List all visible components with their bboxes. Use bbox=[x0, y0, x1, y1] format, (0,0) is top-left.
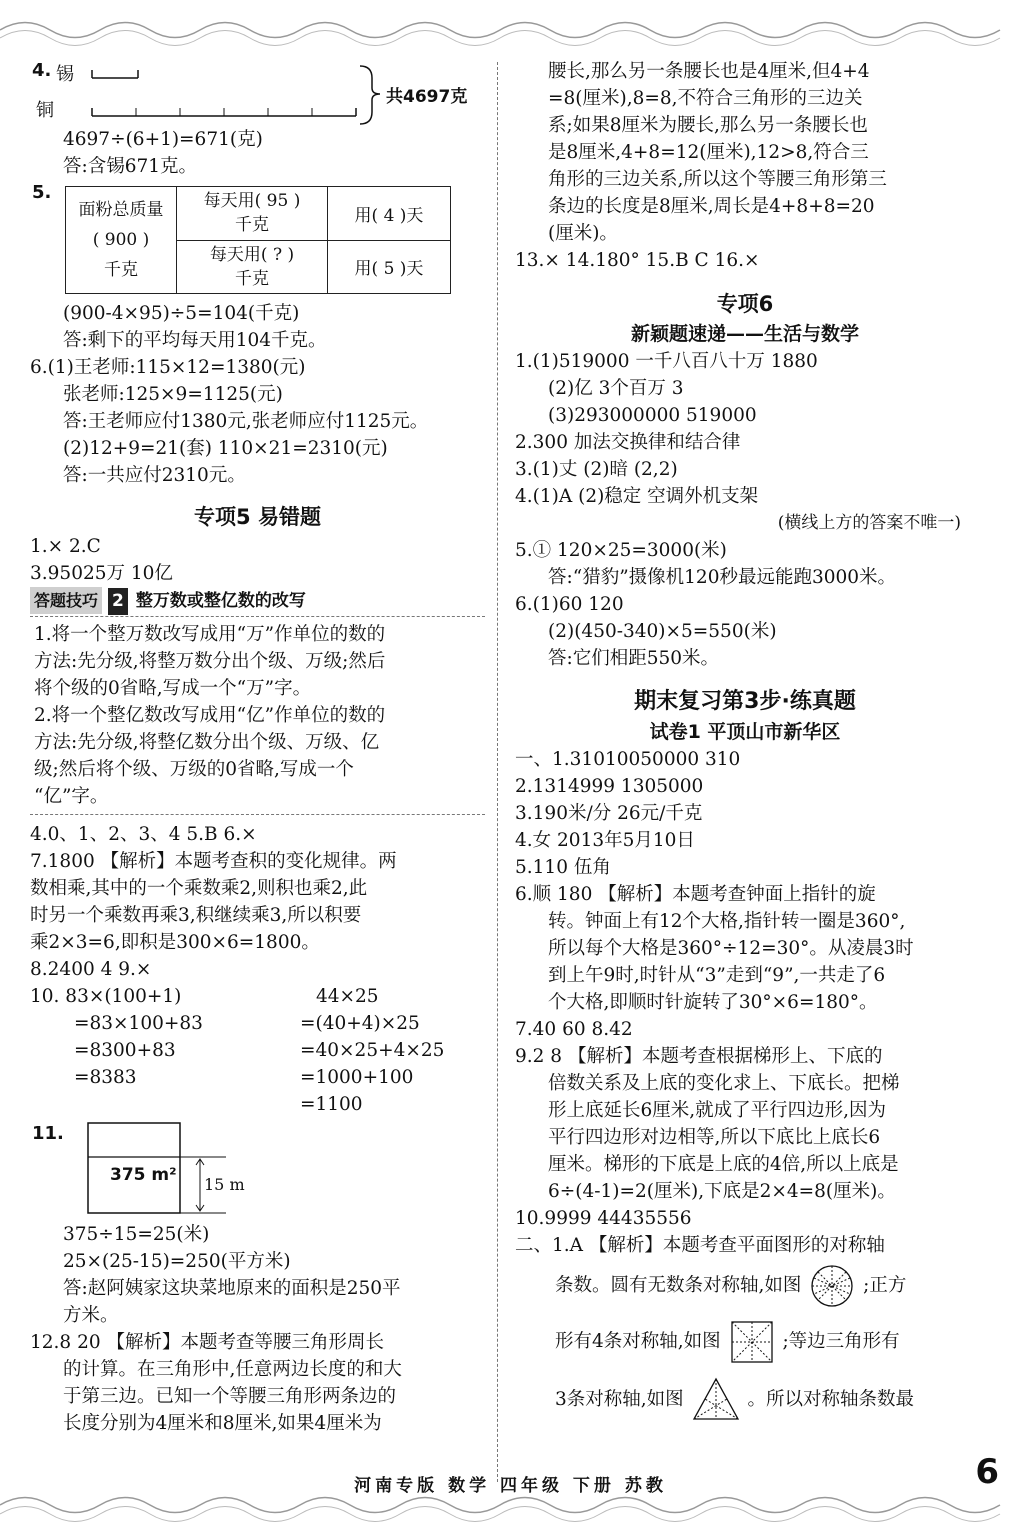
exam-line: 3.190米/分 26元/千克 bbox=[515, 803, 703, 824]
q12-cont-line: (厘米)。 bbox=[548, 223, 618, 244]
exam-line: 4.女 2013年5月10日 bbox=[515, 830, 695, 851]
q11-number: 11. bbox=[32, 1123, 64, 1144]
tip-line: 1.将一个整万数改写成用“万”作单位的数的 bbox=[34, 624, 386, 645]
answer-line: 乘2×3=6,即积是300×6=1800。 bbox=[30, 932, 320, 953]
sym-row-circle bbox=[515, 1259, 975, 1313]
q12-cont-line: =8(厘米),8=8,不符合三角形的三边关 bbox=[548, 88, 863, 109]
q10-right-line: =1000+100 bbox=[300, 1067, 414, 1088]
exam-line: 一、1.31010050000 310 bbox=[515, 749, 741, 770]
sym-row-square bbox=[515, 1313, 975, 1371]
q6-line: (2)12+9=21(套) 110×21=2310(元) bbox=[63, 438, 388, 459]
exam-line: 5.110 伍角 bbox=[515, 857, 611, 878]
tip-line: “亿”字。 bbox=[34, 786, 109, 807]
q5-total-value: ( 900 ) bbox=[92, 230, 150, 250]
s6-line: (3)293000000 519000 bbox=[548, 405, 757, 426]
answer-line: 7.1800 【解析】本题考查积的变化规律。两 bbox=[30, 851, 397, 872]
q11-line: 375÷15=25(米) bbox=[63, 1224, 210, 1245]
q11-side-label: 15 m bbox=[204, 1175, 245, 1194]
q6-line: 张老师:125×9=1125(元) bbox=[63, 384, 283, 405]
q12-cont-line: 角形的三边关系,所以这个等腰三角形第三 bbox=[548, 169, 887, 190]
q12-cont-line: 腰长,那么另一条腰长也是4厘米,但4+4 bbox=[548, 61, 870, 82]
circle-symmetry-icon bbox=[807, 1261, 857, 1311]
exam-line: 7.40 60 8.42 bbox=[515, 1019, 633, 1040]
tip-title: 整万数或整亿数的改写 bbox=[135, 591, 306, 611]
exam-line: 二、1.A 【解析】本题考查平面图形的对称轴 bbox=[515, 1235, 885, 1256]
exam-line: 厘米。梯形的下底是上底的4倍,所以上底是 bbox=[548, 1154, 899, 1175]
exam-line: 转。钟面上有12个大格,指针转一圈是360°, bbox=[548, 911, 906, 932]
q5-total-unit: 千克 bbox=[104, 260, 138, 280]
s6-line: 5.① 120×25=3000(米) bbox=[515, 540, 727, 561]
sym-text: 条数。圆有无数条对称轴,如图 bbox=[555, 1275, 802, 1296]
tip-number: 2 bbox=[108, 588, 128, 615]
q5-block bbox=[30, 180, 485, 300]
s6-line: 答:它们相距550米。 bbox=[548, 648, 720, 669]
section6-title: 专项6 bbox=[716, 292, 774, 316]
q12-line: 12.8 20 【解析】本题考查等腰三角形周长 bbox=[30, 1332, 384, 1353]
s6-line: 1.(1)519000 一千八百八十万 1880 bbox=[515, 351, 818, 372]
exam-line: 6÷(4-1)=2(厘米),下底是2×4=8(厘米)。 bbox=[548, 1181, 896, 1202]
q4-copper-label: 铜 bbox=[36, 100, 54, 121]
q10-left-line: =8300+83 bbox=[74, 1040, 176, 1061]
section6-subtitle: 新颖题速递——生活与数学 bbox=[630, 323, 859, 345]
q10-left-line: =8383 bbox=[74, 1067, 137, 1088]
q12-cont-line: 系;如果8厘米为腰长,那么另一条腰长也 bbox=[548, 115, 868, 136]
q4-tin-label: 锡 bbox=[56, 64, 74, 85]
s6-line: 2.300 加法交换律和结合律 bbox=[515, 432, 741, 453]
q10-right-line: =(40+4)×25 bbox=[300, 1013, 420, 1034]
exam-line: 形上底延长6厘米,就成了平行四边形,因为 bbox=[548, 1100, 887, 1121]
s5-line: 1.× 2.C bbox=[30, 536, 101, 557]
tip-line: 方法:先分级,将整万数分出个级、万级;然后 bbox=[34, 651, 386, 672]
s6-line: 4.(1)A (2)稳定 空调外机支架 bbox=[515, 486, 759, 507]
q12-cont-line: 是8厘米,4+8=12(厘米),12>8,符合三 bbox=[548, 142, 869, 163]
bottom-wave-border bbox=[0, 1490, 1021, 1530]
q5-days2-cell: 用( 5 )天 bbox=[328, 240, 451, 294]
sym-text: ;等边三角形有 bbox=[782, 1331, 900, 1352]
q11-line: 方米。 bbox=[63, 1305, 119, 1326]
s5-line: 3.95025万 10亿 bbox=[30, 563, 173, 584]
page-number: 6 bbox=[975, 1452, 999, 1492]
q4-calc: 4697÷(6+1)=671(克) bbox=[63, 129, 263, 150]
q5-answer: 答:剩下的平均每天用104千克。 bbox=[63, 330, 327, 351]
q12-cont-line: 条边的长度是8厘米,周长是4+8+8=20 bbox=[548, 196, 875, 217]
exam-line: 平行四边形对边相等,所以下底比上底长6 bbox=[548, 1127, 881, 1148]
column-divider bbox=[497, 62, 498, 1482]
square-symmetry-icon bbox=[727, 1317, 777, 1367]
q6-line: 6.(1)王老师:115×12=1380(元) bbox=[30, 357, 306, 378]
exam-line: 2.1314999 1305000 bbox=[515, 776, 704, 797]
sym-text: 形有4条对称轴,如图 bbox=[555, 1331, 721, 1352]
q12-line: 长度分别为4厘米和8厘米,如果4厘米为 bbox=[63, 1413, 382, 1434]
answer-line: 13.× 14.180° 15.B C 16.× bbox=[515, 250, 760, 271]
q10-left-line: =83×100+83 bbox=[74, 1013, 203, 1034]
tip-line: 2.将一个整亿数改写成用“亿”作单位的数的 bbox=[34, 705, 386, 726]
q4-total: 共4697克 bbox=[386, 87, 468, 107]
sym-text: 。所以对称轴条数最 bbox=[747, 1389, 914, 1410]
right-column bbox=[515, 58, 975, 1429]
q5-daily1-unit: 千克 bbox=[235, 215, 269, 236]
q10-block bbox=[30, 983, 485, 1121]
tip-header bbox=[30, 587, 485, 614]
exam-line: 10.9999 44435556 bbox=[515, 1208, 692, 1229]
q10-right-line: =1100 bbox=[300, 1094, 363, 1115]
q10-right-line: =40×25+4×25 bbox=[300, 1040, 445, 1061]
q4-diagram bbox=[30, 58, 485, 126]
s6-line: (2)(450-340)×5=550(米) bbox=[548, 621, 777, 642]
q5-daily2-value: 每天用( ? ) bbox=[209, 244, 295, 265]
tip-badge: 答题技巧 bbox=[30, 587, 102, 614]
q5-calc: (900-4×95)÷5=104(千克) bbox=[63, 303, 300, 324]
q4-answer: 答:含锡671克。 bbox=[63, 156, 198, 177]
q5-table bbox=[65, 186, 451, 294]
q5-daily1-value: 每天用( 95 ) bbox=[203, 191, 301, 212]
q6-line: 答:王老师应付1380元,张老师应付1125元。 bbox=[63, 411, 429, 432]
tip-line: 将个级的0省略,写成一个“万”字。 bbox=[34, 678, 312, 699]
triangle-symmetry-icon bbox=[690, 1375, 742, 1425]
sym-text: 3条对称轴,如图 bbox=[555, 1389, 684, 1410]
exam-line: 到上午9时,时针从“3”走到“9”,一共走了6 bbox=[548, 965, 886, 986]
exam-line: 9.2 8 【解析】本题考查根据梯形上、下底的 bbox=[515, 1046, 883, 1067]
tip-line: 级;然后将个级、万级的0省略,写成一个 bbox=[34, 759, 354, 780]
exam-line: 倍数关系及上底的变化求上、下底长。把梯 bbox=[548, 1073, 900, 1094]
q11-area-label: 375 m² bbox=[110, 1165, 177, 1185]
s6-line: 6.(1)60 120 bbox=[515, 594, 624, 615]
q5-days1-cell: 用( 4 )天 bbox=[328, 187, 451, 241]
q11-line: 答:赵阿姨家这块菜地原来的面积是250平 bbox=[63, 1278, 401, 1299]
q12-line: 于第三边。已知一个等腰三角形两条边的 bbox=[63, 1386, 397, 1407]
exam-line: 所以每个大格是360°÷12=30°。从凌晨3时 bbox=[548, 938, 914, 959]
s6-line: 3.(1)丈 (2)暗 (2,2) bbox=[515, 459, 678, 480]
section5-title: 专项5 易错题 bbox=[194, 505, 321, 529]
exam-line: 6.顺 180 【解析】本题考查钟面上指针的旋 bbox=[515, 884, 876, 905]
q5-total-cell bbox=[66, 187, 177, 294]
q11-line: 25×(25-15)=250(平方米) bbox=[63, 1251, 291, 1272]
tip-line: 方法:先分级,将整亿数分出个级、万级、亿 bbox=[34, 732, 380, 753]
q6-line: 答:一共应付2310元。 bbox=[63, 465, 246, 486]
q11-diagram bbox=[30, 1121, 485, 1221]
answer-line: 4.0、1、2、3、4 5.B 6.× bbox=[30, 824, 257, 845]
s6-line: (2)亿 3个百万 3 bbox=[548, 378, 684, 399]
exam-line: 个大格,即顺时针旋转了30°×6=180°。 bbox=[548, 992, 878, 1013]
exam-subtitle: 试卷1 平顶山市新华区 bbox=[649, 721, 841, 743]
answer-line: 数相乘,其中的一个乘数乘2,则积也乘2,此 bbox=[30, 878, 368, 899]
exam-title: 期末复习第3步·练真题 bbox=[634, 689, 856, 714]
page-footer: 河南专版 数学 四年级 下册 苏教 bbox=[354, 1476, 667, 1496]
q5-daily1-cell bbox=[177, 187, 328, 241]
top-wave-border bbox=[0, 10, 1021, 50]
q5-daily2-cell bbox=[177, 240, 328, 294]
q4-number: 4. bbox=[32, 60, 52, 81]
q5-total-label: 面粉总质量 bbox=[78, 200, 164, 220]
sym-row-triangle bbox=[515, 1371, 975, 1429]
q5-number: 5. bbox=[32, 182, 52, 203]
answer-line: 时另一个乘数再乘3,积继续乘3,所以积要 bbox=[30, 905, 362, 926]
q5-daily2-unit: 千克 bbox=[235, 268, 269, 289]
q10-left-line: 10. 83×(100+1) bbox=[30, 986, 182, 1007]
q12-line: 的计算。在三角形中,任意两边长度的和大 bbox=[63, 1359, 402, 1380]
answer-line: 8.2400 4 9.× bbox=[30, 959, 152, 980]
s6-note: (横线上方的答案不唯一) bbox=[777, 513, 961, 533]
left-column bbox=[30, 58, 485, 1437]
q10-right-line: 44×25 bbox=[316, 986, 379, 1007]
sym-text: ;正方 bbox=[863, 1275, 907, 1296]
tip-box bbox=[30, 616, 485, 815]
s6-line: 答:“猎豹”摄像机120秒最远能跑3000米。 bbox=[548, 567, 897, 588]
